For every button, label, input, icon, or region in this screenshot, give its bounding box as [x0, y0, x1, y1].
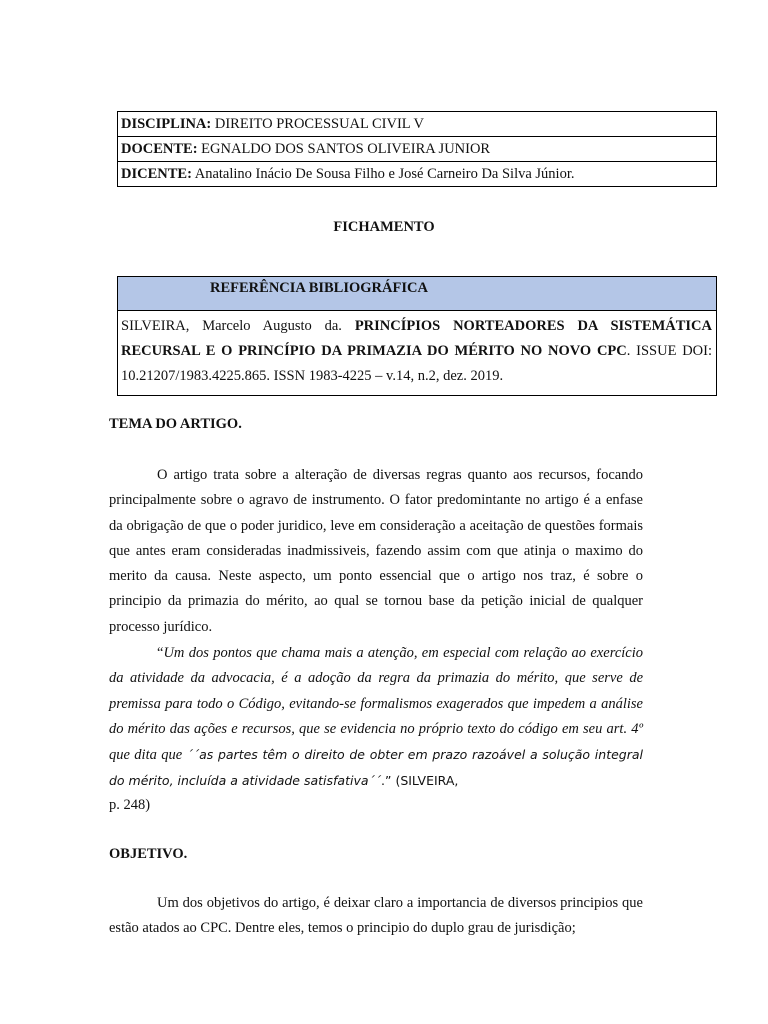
disciplina-value: DIREITO PROCESSUAL CIVIL V: [214, 116, 424, 132]
docente-value: EGNALDO DOS SANTOS OLIVEIRA JUNIOR: [201, 141, 491, 157]
reference-work-title: PRINCÍPIOS NORTEADORES DA SISTEMÁTICA RECURSAL E O PRINCÍPIO DA PRIMAZIA DO MÉRITO NO NOVO CPC: [121, 318, 712, 359]
disciplina-label: DISCIPLINA:: [121, 116, 212, 132]
course-info-table: [117, 111, 717, 187]
tema-paragraph: O artigo trata sobre a alteração de diversas regras quanto aos recursos, focando principalmente sobre o agravo de instrumento. O fator predomintante no artigo é a enfase da obrigação de que o poder juridico, leve em consideração a aceitação de questões formais que antes eram consideradas inadmissiveis, fazendo assim com que atinja o maximo do merito da causa. Neste aspecto, um ponto essencial que o artigo nos traz, é sobre o principio da primazia do mérito, ao qual se tornou base da petição inicial de qualquer processo jurídico.: [109, 467, 643, 635]
document-title: FICHAMENTO: [333, 219, 435, 235]
quote-text: Um dos pontos que chama mais a atenção, em especial com relação ao exercício da atividade da advocacia, é a adoção da regra da primazia do mérito, que serve de premissa para todo o Código, evitando-se formalismos exagerados que impedem a análise do mérito das ações e recursos, que se evidencia no próprio texto do código em seu art. 4º que dita que: [109, 645, 643, 764]
docente-label: DOCENTE:: [121, 141, 198, 157]
reference-details: . ISSUE DOI: 10.21207/1983.4225.865. ISSN 1983-4225 – v.14, n.2, dez. 2019.: [121, 343, 712, 384]
reference-heading-cell: [118, 277, 717, 311]
reference-citation: [118, 311, 717, 396]
tema-heading: TEMA DO ARTIGO.: [109, 416, 242, 432]
objetivo-paragraph: Um dos objetivos do artigo, é deixar claro a importancia de diversos principios que estão atados ao CPC. Dentre eles, temos o principio do duplo grau de jurisdição;: [109, 895, 643, 937]
docente-row: [118, 137, 717, 162]
disciplina-row: [118, 112, 717, 137]
reference-heading: REFERÊNCIA BIBLIOGRÁFICA: [210, 280, 428, 296]
quote-open-mark: “: [157, 645, 164, 661]
quote-inner-citation: ´´as partes têm o direito de obter em prazo razoável a solução integral do mérito, incluída a atividade satisfativa´´: [109, 747, 643, 789]
quote-paragraph: [109, 641, 643, 795]
objetivo-heading: OBJETIVO.: [109, 846, 188, 862]
reference-table: [117, 276, 717, 396]
quote-close: .” (SILVEIRA,: [381, 773, 459, 789]
dicente-label: DICENTE:: [121, 166, 192, 182]
dicente-value: Anatalino Inácio De Sousa Filho e José Carneiro Da Silva Júnior.: [194, 166, 575, 182]
reference-author: SILVEIRA, Marcelo Augusto da.: [121, 318, 355, 334]
dicente-row: [118, 162, 717, 187]
quote-page-ref: p. 248): [109, 797, 151, 813]
